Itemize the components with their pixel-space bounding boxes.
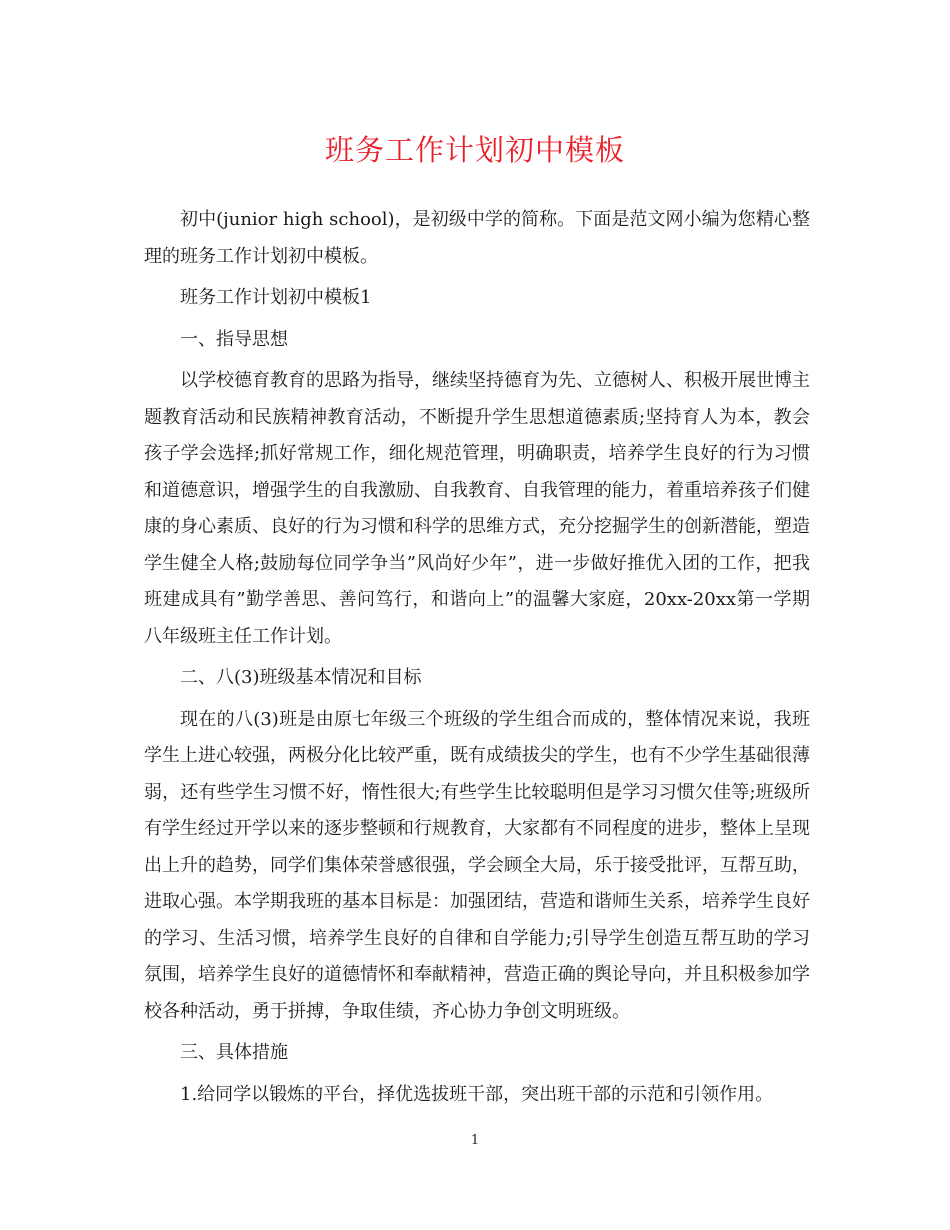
page-number: 1 bbox=[470, 1133, 480, 1148]
section-heading-class-situation: 二、八(3)班级基本情况和目标 bbox=[180, 667, 422, 688]
paragraph-guiding-ideology: 以学校德育教育的思路为指导，继续坚持德育为先、立德树人、积极开展世博主题教育活动和民族精神教育活动，不断提升学生思想道德素质;坚持育人为本，教会孩子学会选择;抓好常规工作，细化规范管理，明确职责，培养学生良好的行为习惯和道德意识，增强学生的自我激励、自我教育、自我管理的能力，着重培养孩子们健康的身心素质、良好的行为习惯和科学的思维方式，充分挖掘学生的创新潜能，塑造学生健全人格;鼓励每位同学争当”风尚好少年”，进一步做好推优入团的工作，把我班建成具有”勤学善思、善问笃行，和谐向上”的温馨大家庭，20xx-20xx第一学期八年级班主任工作计划。 bbox=[144, 370, 810, 647]
paragraph-measure-1: 1.给同学以锻炼的平台，择优选拔班干部，突出班干部的示范和引领作用。 bbox=[180, 1083, 774, 1105]
section-heading-guiding-ideology: 一、指导思想 bbox=[180, 328, 288, 350]
section-heading-measures: 三、具体措施 bbox=[180, 1042, 288, 1063]
intro-paragraph: 初中(junior high school)，是初级中学的简称。下面是范文网小编为您精心整理的班务工作计划初中模板。 bbox=[144, 209, 810, 267]
paragraph-class-situation: 现在的八(3)班是由原七年级三个班级的学生组合而成的，整体情况来说，我班学生上进心较强，两极分化比较严重，既有成绩拔尖的学生，也有不少学生基础很薄弱，还有些学生习惯不好，惰性很大;有些学生比较聪明但是学习习惯欠佳等;班级所有学生经过开学以来的逐步整顿和行规教育，大家都有不同程度的进步，整体上呈现出上升的趋势，同学们集体荣誉感很强，学会顾全大局，乐于接受批评，互帮互助，进取心强。本学期我班的基本目标是：加强团结，营造和谐师生关系，培养学生良好的学习、生活习惯，培养学生良好的自律和自学能力;引导学生创造互帮互助的学习氛围，培养学生良好的道德情怀和奉献精神，营造正确的舆论导向，并且积极参加学校各种活动，勇于拼搏，争取佳绩，齐心协力争创文明班级。 bbox=[144, 708, 810, 1022]
document-body bbox=[144, 202, 810, 1118]
document-title: 班务工作计划初中模板 bbox=[324, 133, 625, 167]
section-heading-template-1: 班务工作计划初中模板1 bbox=[180, 287, 372, 308]
